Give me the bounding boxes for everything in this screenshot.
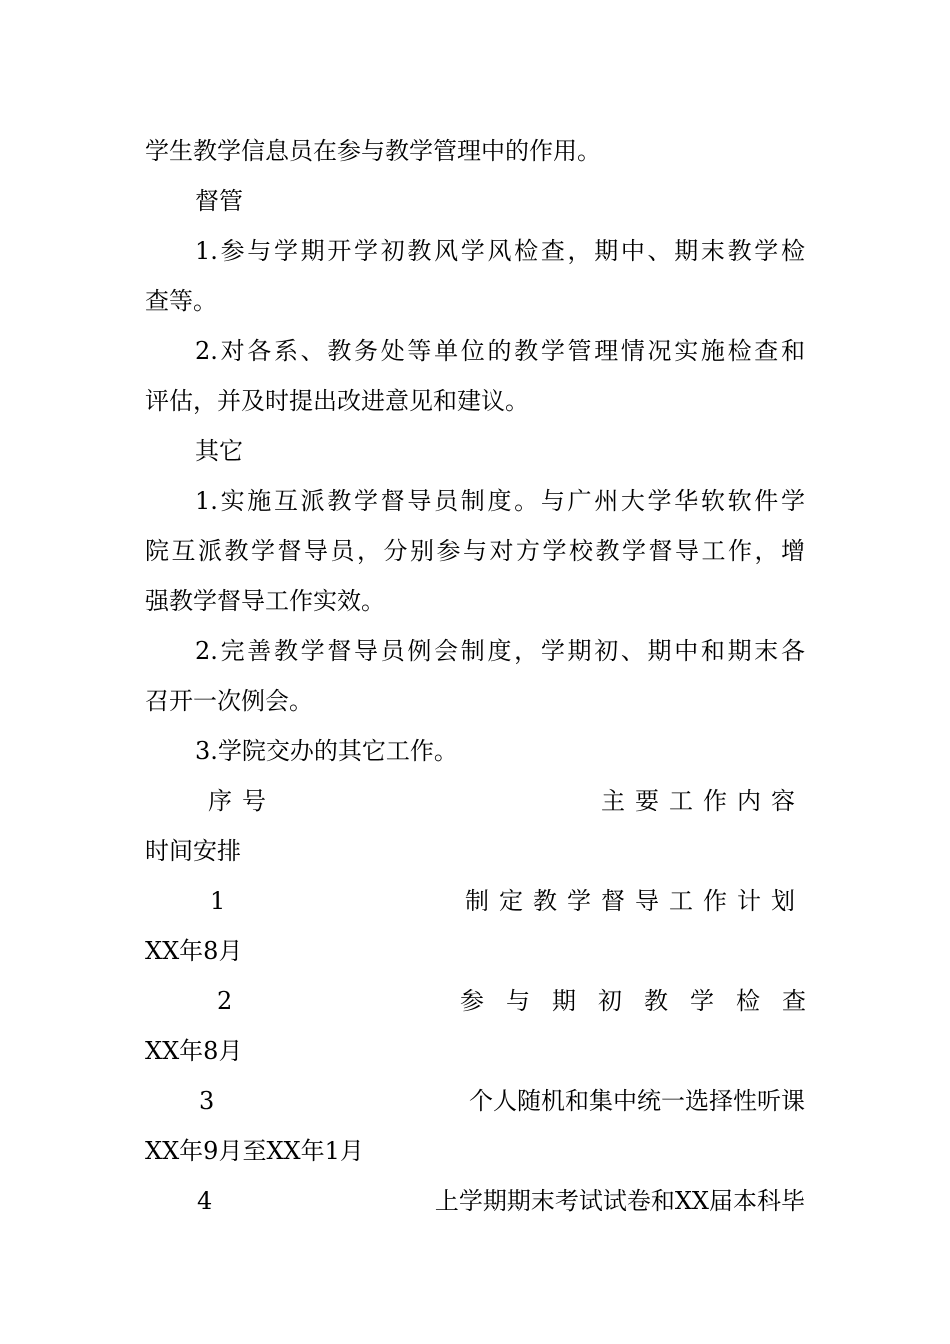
section-heading-other: 其它 [195,437,243,465]
table-row-content: 参与期初教学检查 [460,987,828,1015]
paragraph-line: 1.参与学期开学初教风学风检查，期中、期末教学检 [195,237,805,265]
table-row-time: XX年9月至XX年1月 [145,1137,364,1165]
table-row-content: 个人随机和集中统一选择性听课 [469,1087,805,1115]
paragraph-line: 1.实施互派教学督导员制度。与广州大学华软软件学 [195,487,805,515]
table-row-number: 2 [217,987,233,1015]
paragraph-line: 学生教学信息员在参与教学管理中的作用。 [145,137,601,165]
table-row-content: 制定教学督导工作计划 [465,887,805,915]
table-header-content: 主要工作内容 [601,787,805,815]
paragraph-line: 2.完善教学督导员例会制度，学期初、期中和期末各 [195,637,805,665]
paragraph-line: 召开一次例会。 [145,687,313,715]
paragraph-line: 强教学督导工作实效。 [145,587,385,615]
table-row-content: 上学期期末考试试卷和XX届本科毕 [434,1187,805,1215]
paragraph-line: 2.对各系、教务处等单位的教学管理情况实施检查和 [195,337,805,365]
table-row-number: 3 [199,1087,215,1115]
table-header-number: 序号 [208,787,276,815]
paragraph-line: 3.学院交办的其它工作。 [195,737,458,765]
table-row-number: 4 [197,1187,213,1215]
table-row-time: XX年8月 [145,1037,243,1065]
paragraph-line: 评估，并及时提出改进意见和建议。 [145,387,529,415]
paragraph-line: 院互派教学督导员，分别参与对方学校教学督导工作，增 [145,537,805,565]
table-row-time: XX年8月 [145,937,243,965]
table-row-number: 1 [210,887,226,915]
section-heading-supervise: 督管 [195,187,243,215]
table-header-time: 时间安排 [145,837,241,865]
paragraph-line: 查等。 [145,287,217,315]
